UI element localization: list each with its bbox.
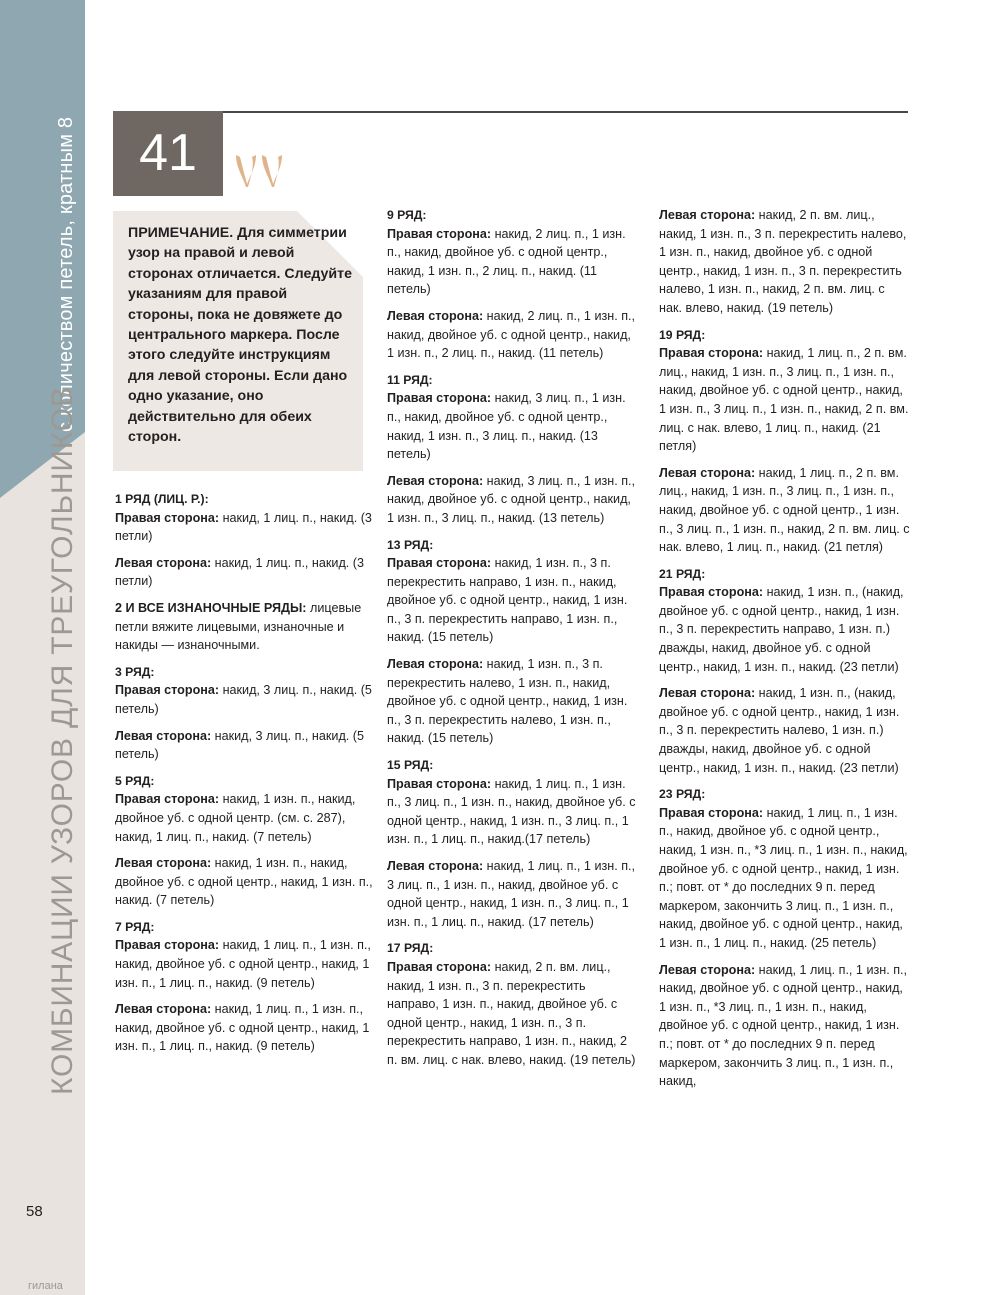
section-title: КОМБИНАЦИИ УЗОРОВ ДЛЯ ТРЕУГОЛЬНИКОВ	[46, 386, 79, 1095]
left-side-instruction: Левая сторона: накид, 3 лиц. п., накид. (5 петель)	[115, 728, 364, 762]
row-3	[115, 663, 375, 764]
row-23	[659, 785, 911, 1091]
row-title: 21 РЯД:	[659, 566, 706, 581]
left-side-instruction: Левая сторона: накид, 1 лиц. п., 1 изн. п., накид, двойное уб. с одной центр., накид, 1 изн. п., *3 лиц. п., 1 изн. п., накид, двойное уб. с одной центр., накид, 1 изн. п.; повт. от * до последних 9 п. перед маркером, закончить 3 лиц. п., 1 изн. п., накид,	[659, 962, 908, 1089]
column-1	[115, 490, 375, 1064]
row-7	[115, 918, 375, 1056]
right-side-instruction: Правая сторона: накид, 1 изн. п., накид, двойное уб. с одной центр. (см. с. 287), накид, 1 лиц. п., накид. (7 петель)	[115, 792, 356, 844]
row-1	[115, 490, 375, 591]
row-17-continued	[659, 206, 911, 318]
left-side-instruction: Левая сторона: накид, 3 лиц. п., 1 изн. п., накид, двойное уб. с одной центр., накид, 1 изн. п., 3 лиц. п., накид. (13 петель)	[387, 473, 636, 525]
row-title: 13 РЯД:	[387, 537, 434, 552]
row-title: 3 РЯД:	[115, 664, 155, 679]
right-side-instruction: Правая сторона: накид, 1 лиц. п., 1 изн. п., 3 лиц. п., 1 изн. п., накид, двойное уб. с одной центр., накид, 1 изн. п., 3 лиц. п., 1 изн. п., 1 лиц. п., накид.(17 петель)	[387, 776, 636, 847]
left-side-instruction: Левая сторона: накид, 1 лиц. п., 1 изн. п., 3 лиц. п., 1 изн. п., накид, двойное уб. с одной центр., накид, 1 изн. п., 3 лиц. п., 1 изн. п., 1 лиц. п., накид. (17 петель)	[387, 859, 636, 929]
row-13	[387, 536, 637, 749]
row-title: 5 РЯД:	[115, 773, 155, 788]
row-19	[659, 326, 911, 557]
left-side-instruction: Левая сторона: накид, 1 лиц. п., 1 изн. п., накид, двойное уб. с одной центр., накид, 1 изн. п., 1 лиц. п., накид. (9 петель)	[115, 1002, 370, 1054]
pattern-number: 41	[113, 111, 223, 196]
right-side-instruction: Правая сторона: накид, 1 лиц. п., 1 изн. п., накид, двойное уб. с одной центр., накид, 1 изн. п., *3 лиц. п., 1 изн. п., накид, двойное уб. с одной центр., накид, 1 изн. п.; повт. от * до последних 9 п. перед маркером, закончить 3 лиц. п., 1 изн. п., накид, двойное уб. с одной центр., накид, 1 изн. п., 1 лиц. п., накид. (25 петель)	[659, 805, 908, 950]
row-15	[387, 756, 637, 931]
knit-stitch-icon	[234, 153, 288, 189]
right-side-instruction: Правая сторона: накид, 1 лиц. п., 2 п. вм. лиц., накид, 1 изн. п., 3 лиц. п., 1 изн. п., накид, двойное уб. с одной центр., накид, 1 изн. п., 3 лиц. п., 1 изн. п., накид, 2 п. вм. лиц. с нак. влево, 1 лиц. п., накид. (21 петля)	[659, 346, 909, 454]
page-number: 58	[26, 1203, 43, 1220]
right-side-instruction: Правая сторона: накид, 1 изн. п., 3 п. перекрестить направо, 1 изн. п., накид, двойное уб. с одной центр., накид, 1 изн. п., 3 п. перекрестить направо, 1 изн. п., накид. (15 петель)	[387, 556, 628, 645]
column-3	[659, 206, 911, 1099]
row-5	[115, 772, 375, 910]
right-side-instruction: Правая сторона: накид, 1 лиц. п., накид. (3 петли)	[115, 510, 372, 544]
sidebar	[0, 0, 85, 1295]
left-side-instruction: Левая сторона: накид, 1 лиц. п., 2 п. вм. лиц., накид, 1 изн. п., 3 лиц. п., 1 изн. п., накид, двойное уб. с одной центр., 1 изн. п., 3 лиц. п., 1 изн. п., накид, 2 п. вм. лиц. с нак. влево, 1 лиц. п., накид. (21 петля)	[659, 465, 910, 555]
row-title: 11 РЯД:	[387, 372, 433, 387]
row-title: 7 РЯД:	[115, 919, 155, 934]
left-side-instruction: Левая сторона: накид, 1 изн. п., 3 п. перекрестить налево, 1 изн. п., накид, двойное уб. с одной центр., накид, 1 изн. п., 3 п. перекрестить налево, 1 изн. п., накид. (15 петель)	[387, 657, 628, 746]
row-title: 1 РЯД (ЛИЦ. Р.):	[115, 492, 209, 506]
row-11	[387, 371, 637, 528]
note-text: ПРИМЕЧАНИЕ. Для симметрии узор на правой и левой сторонах отличается. Следуйте указаниям для правой стороны, пока не довяжете до центрального маркера. После этого следуйте инструкциям для левой стороны. Если дано одно указание, оно действительно для обеих сторон.	[128, 225, 352, 446]
left-side-instruction: Левая сторона: накид, 2 п. вм. лиц., накид, 1 изн. п., 3 п. перекрестить налево, 1 изн. п., накид, двойное уб. с одной центр., накид, 1 изн. п., 3 п. перекрестить налево, 1 изн. п., накид, 2 п. вм. лиц. с нак. влево, накид. (19 петель)	[659, 208, 907, 315]
row-title: 15 РЯД:	[387, 758, 434, 773]
row-title: 19 РЯД:	[659, 327, 706, 342]
row-title: 23 РЯД:	[659, 787, 706, 802]
row-9	[387, 206, 637, 363]
left-side-instruction: Левая сторона: накид, 1 изн. п., (накид, двойное уб. с одной центр., накид, 1 изн. п., 3 п. перекрестить налево, 1 изн. п.) дважды, накид, двойное уб. с одной центр., накид, 1 изн. п., накид. (23 петли)	[659, 686, 900, 775]
header-rule	[113, 111, 908, 113]
column-2	[387, 206, 637, 1078]
left-side-instruction: Левая сторона: накид, 2 лиц. п., 1 изн. п., накид, двойное уб. с одной центр., накид, 1 изн. п., 2 лиц. п., накид. (11 петель)	[387, 308, 636, 361]
right-side-instruction: Правая сторона: накид, 2 п. вм. лиц., накид, 1 изн. п., 3 п. перекрестить направо, 1 изн. п., накид, двойное уб. с одной центр., накид, 1 изн. п., 3 п. перекрестить направо, 1 изн. п., накид, 2 п. вм. лиц. с нак. влево, накид. (19 петель)	[387, 959, 636, 1067]
row-17	[387, 939, 637, 1069]
left-side-instruction: Левая сторона: накид, 1 лиц. п., накид. (3 петли)	[115, 555, 364, 589]
right-side-instruction: Правая сторона: накид, 2 лиц. п., 1 изн. п., накид, двойное уб. с одной центр., накид, 1 изн. п., 2 лиц. п., накид. (11 петель)	[387, 226, 626, 297]
watermark: гилана	[28, 1280, 63, 1292]
wrong-side-instruction: 2 И ВСЕ ИЗНАНОЧНЫЕ РЯДЫ: лицевые петли вяжите лицевыми, изнаночные и накиды — изнаночными.	[115, 600, 362, 653]
right-side-instruction: Правая сторона: накид, 3 лиц. п., накид. (5 петель)	[115, 683, 372, 716]
row-21	[659, 565, 911, 778]
row-title: 17 РЯД:	[387, 941, 434, 956]
left-side-instruction: Левая сторона: накид, 1 изн. п., накид, двойное уб. с одной центр., накид, 1 изн. п., накид. (7 петель)	[115, 856, 373, 908]
row-2	[115, 599, 375, 655]
right-side-instruction: Правая сторона: накид, 1 изн. п., (накид, двойное уб. с одной центр., накид, 1 изн. п., 3 п. перекрестить направо, 1 изн. п.) дважды, накид, двойное уб. с одной центр., накид, 1 изн. п., накид. (23 петли)	[659, 585, 904, 674]
right-side-instruction: Правая сторона: накид, 1 лиц. п., 1 изн. п., накид, двойное уб. с одной центр., накид, 1 изн. п., 1 лиц. п., накид. (9 петель)	[115, 938, 371, 990]
right-side-instruction: Правая сторона: накид, 3 лиц. п., 1 изн. п., накид, двойное уб. с одной центр., накид, 1 изн. п., 3 лиц. п., накид. (13 петель)	[387, 391, 626, 462]
row-title: 9 РЯД:	[387, 208, 427, 222]
section-subtitle: с количеством петель, кратным 8	[55, 116, 77, 432]
